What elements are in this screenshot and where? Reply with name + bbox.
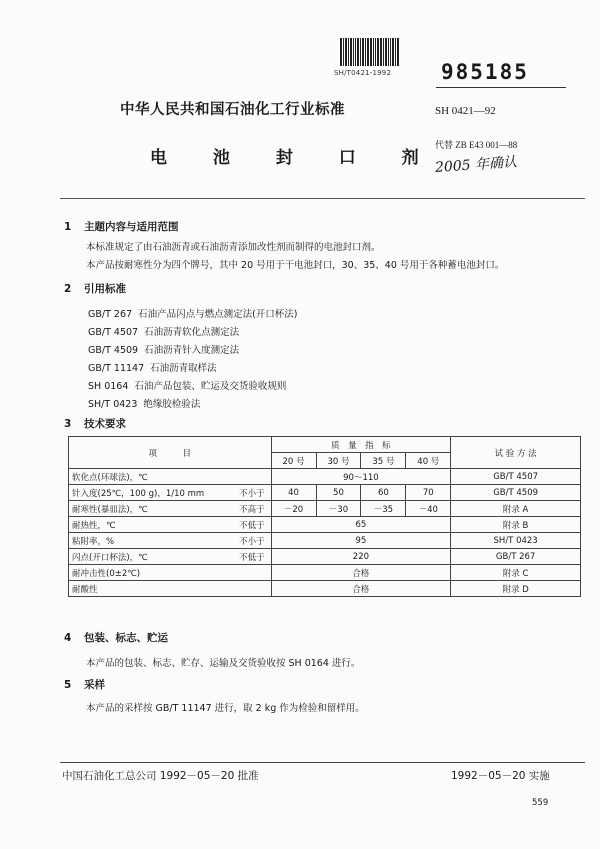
technical-requirements-table: [68, 436, 581, 597]
section-4-heading: 4 包装、标志、贮运: [64, 632, 168, 644]
reference-item: SH/T 0423 绝缘胶检验法: [88, 399, 201, 410]
section-1-heading: 1 主题内容与适用范围: [64, 221, 179, 233]
row-item: 耐冲击性(0±2℃): [69, 565, 209, 581]
row-value: －30: [316, 501, 361, 517]
title-divider: [60, 198, 585, 199]
row-item: 软化点(环球法)，℃: [69, 469, 209, 485]
quality-column-header: 质 量 指 标: [271, 437, 451, 453]
grade-header: 20 号: [271, 453, 316, 469]
row-limit: [208, 469, 271, 485]
reference-item: SH 0164 石油产品包装、贮运及交货验收规则: [88, 381, 287, 392]
section-4-paragraph: 本产品的包装、标志、贮存、运输及交货验收按 SH 0164 进行。: [86, 658, 361, 669]
table-row: [69, 485, 581, 501]
barcode-label: SH/T0421-1992: [334, 69, 392, 77]
document-code: SH 0421—92: [435, 105, 496, 117]
row-value: 220: [271, 549, 451, 565]
table-row: [69, 469, 581, 485]
table-row: [69, 517, 581, 533]
table-row: [69, 581, 581, 597]
table-header-row: [69, 437, 581, 453]
row-method: GB/T 4507: [451, 469, 581, 485]
reference-item: GB/T 4507 石油沥青软化点测定法: [88, 327, 240, 338]
section-1-paragraph: 本产品按耐寒性分为四个牌号，其中 20 号用于干电池封口，30、35、40 号用于各种蓄电池封口。: [86, 260, 505, 271]
row-value: －40: [406, 501, 451, 517]
row-item: 耐热性，℃: [69, 517, 209, 533]
row-limit: 不高于: [208, 501, 271, 517]
approval-note: 中国石油化工总公司 1992－05－20 批准: [62, 770, 259, 782]
document-title: 电 池 封 口 剂: [150, 148, 439, 168]
replaces-note: 代替 ZB E43 001—88: [435, 140, 518, 150]
row-value: 70: [406, 485, 451, 501]
row-value: －20: [271, 501, 316, 517]
section-5-paragraph: 本产品的采样按 GB/T 11147 进行，取 2 kg 作为检验和留样用。: [86, 703, 365, 714]
row-method: 附录 D: [451, 581, 581, 597]
row-item: 耐酸性: [69, 581, 209, 597]
reference-item: GB/T 4509 石油沥青针入度测定法: [88, 345, 240, 356]
table-row: [69, 549, 581, 565]
row-method: SH/T 0423: [451, 533, 581, 549]
table-row: [69, 533, 581, 549]
row-method: 附录 B: [451, 517, 581, 533]
row-limit: 不低于: [208, 517, 271, 533]
row-limit: [208, 565, 271, 581]
row-value: 40: [271, 485, 316, 501]
row-value: 合格: [271, 565, 451, 581]
row-value: 合格: [271, 581, 451, 597]
row-method: GB/T 4509: [451, 485, 581, 501]
grade-header: 40 号: [406, 453, 451, 469]
table-row: [69, 501, 581, 517]
reference-item: GB/T 11147 石油沥青取样法: [88, 363, 217, 374]
row-item: 闪点(开口杯法)，℃: [69, 549, 209, 565]
handwritten-confirmation: 2005 年确认: [434, 154, 518, 176]
row-method: 附录 C: [451, 565, 581, 581]
stamp-number: 985185: [441, 60, 529, 84]
footer-divider: [60, 762, 585, 763]
implementation-date: 1992－05－20 实施: [451, 770, 550, 782]
grade-header: 35 号: [361, 453, 406, 469]
row-item: 针入度(25℃，100 g)，1/10 mm: [69, 485, 209, 501]
section-2-heading: 2 引用标准: [64, 283, 126, 295]
table-row: [69, 565, 581, 581]
row-value: 95: [271, 533, 451, 549]
row-method: GB/T 267: [451, 549, 581, 565]
header-divider: [436, 87, 566, 88]
barcode: [340, 38, 400, 66]
page-number: 559: [532, 798, 549, 808]
grade-header: 30 号: [316, 453, 361, 469]
row-value: 50: [316, 485, 361, 501]
row-value: 65: [271, 517, 451, 533]
row-method: 附录 A: [451, 501, 581, 517]
item-column-header: 项 目: [69, 437, 272, 469]
row-limit: 不小于: [208, 485, 271, 501]
method-column-header: 试 验 方 法: [451, 437, 581, 469]
row-value: －35: [361, 501, 406, 517]
row-item: 粘附率，%: [69, 533, 209, 549]
row-value: 90～110: [271, 469, 451, 485]
section-1-paragraph: 本标准规定了由石油沥青或石油沥青添加改性剂而制得的电池封口剂。: [86, 242, 381, 253]
row-limit: 不小于: [208, 533, 271, 549]
row-item: 耐寒性(暴皿法)，℃: [69, 501, 209, 517]
row-value: 60: [361, 485, 406, 501]
row-limit: [208, 581, 271, 597]
row-limit: 不低于: [208, 549, 271, 565]
section-5-heading: 5 采样: [64, 679, 105, 691]
reference-item: GB/T 267 石油产品闪点与燃点测定法(开口杯法): [88, 309, 298, 320]
organization-title: 中华人民共和国石油化工行业标准: [120, 102, 345, 118]
section-3-heading: 3 技术要求: [64, 418, 126, 430]
